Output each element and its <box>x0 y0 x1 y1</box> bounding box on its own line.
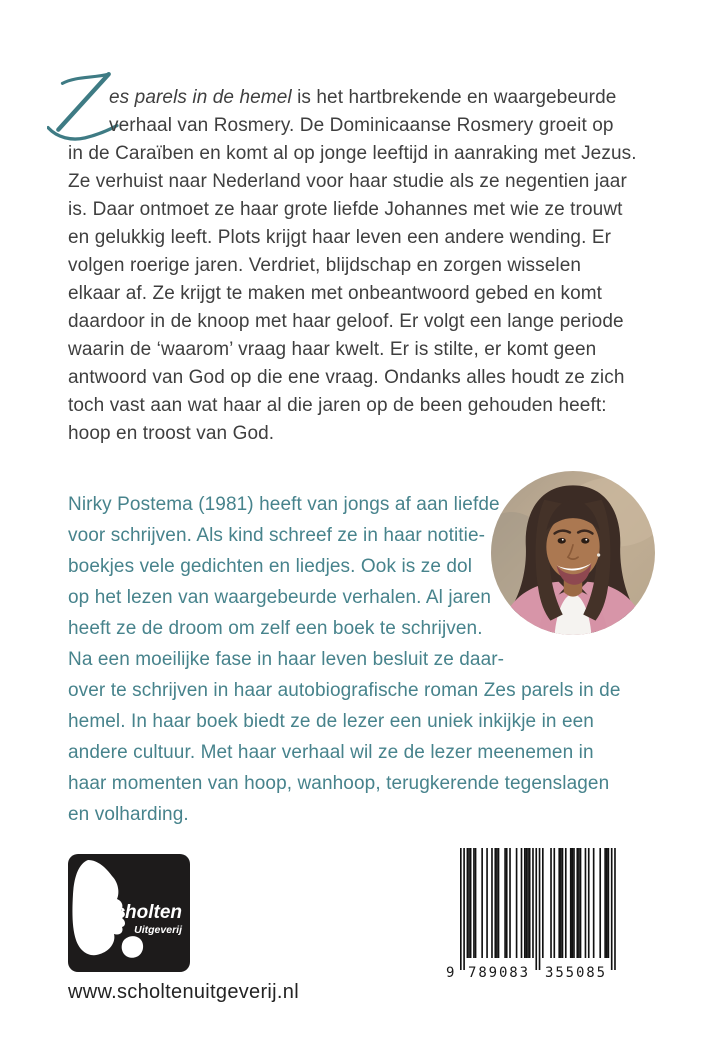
bio-line: Nirky Postema (1981) heeft van jongs af aan liefde <box>68 494 500 515</box>
synopsis-line: en gelukkig leeft. Plots krijgt haar leven een andere wending. Er <box>68 227 612 248</box>
bio-line: andere cultuur. Met haar verhaal wil ze de lezer meenemen in <box>68 742 594 763</box>
bio-line: haar momenten van hoop, wanhoop, terugkerende tegenslagen <box>68 773 610 794</box>
bio-line: over te schrijven in haar autobiografische roman Zes parels in de <box>68 680 621 701</box>
isbn-barcode <box>444 848 622 978</box>
logo-sub-wordmark: Uitgeverij <box>134 924 182 936</box>
bio-line: heeft ze de droom om zelf een boek te schrijven. <box>68 618 483 639</box>
bio-line: en volharding. <box>68 804 189 825</box>
synopsis-line: es parels in de hemel is het hartbrekende en waargebeurde <box>109 87 617 108</box>
bio-line: Na een moeilijke fase in haar leven besluit ze daar- <box>68 649 505 670</box>
synopsis-line: daardoor in de knoop met haar geloof. Er volgt een lange periode <box>68 311 624 332</box>
bio-line: hemel. In haar boek biedt ze de lezer een uniek inkijkje in een <box>68 711 594 732</box>
bio-line: boekjes vele gedichten en liedjes. Ook is ze dol <box>68 556 473 577</box>
logo-wordmark: Scholten <box>101 902 182 923</box>
isbn-digits-left: 789083 <box>468 965 528 978</box>
synopsis-line: toch vast aan wat haar al die jaren op de been gehouden heeft: <box>68 395 607 416</box>
synopsis-paragraph <box>68 84 658 448</box>
synopsis-line: volgen roerige jaren. Verdriet, blijdschap en zorgen wisselen <box>68 255 582 276</box>
bio-line: voor schrijven. Als kind schreef ze in haar notitie- <box>68 525 486 546</box>
synopsis-line: in de Caraïben en komt al op jonge leeftijd in aanraking met Jezus. <box>68 143 637 164</box>
synopsis-line: is. Daar ontmoet ze haar grote liefde Johannes met wie ze trouwt <box>68 199 623 220</box>
publisher-logo <box>68 854 190 972</box>
synopsis-line: Ze verhuist naar Nederland voor haar studie als ze negentien jaar <box>68 171 627 192</box>
synopsis-line: waarin de ‘waarom’ vraag haar kwelt. Er is stilte, er komt geen <box>68 339 597 360</box>
publisher-website-url: www.scholtenuitgeverij.nl <box>68 981 299 1003</box>
hand-icon <box>122 936 143 958</box>
synopsis-line: verhaal van Rosmery. De Dominicaanse Rosmery groeit op <box>109 115 614 136</box>
book-title-italic: es parels in de hemel <box>109 87 292 108</box>
isbn-digit-lead: 9 <box>446 965 455 978</box>
isbn-digits-right: 355085 <box>545 965 605 978</box>
author-photo <box>491 471 655 635</box>
synopsis-line: hoop en troost van God. <box>68 423 275 444</box>
synopsis-line: antwoord van God op die ene vraag. Ondanks alles houdt ze zich <box>68 367 625 388</box>
bio-line: op het lezen van waargebeurde verhalen. Al jaren <box>68 587 492 608</box>
synopsis-line: elkaar af. Ze krijgt te maken met onbeantwoord gebed en komt <box>68 283 603 304</box>
